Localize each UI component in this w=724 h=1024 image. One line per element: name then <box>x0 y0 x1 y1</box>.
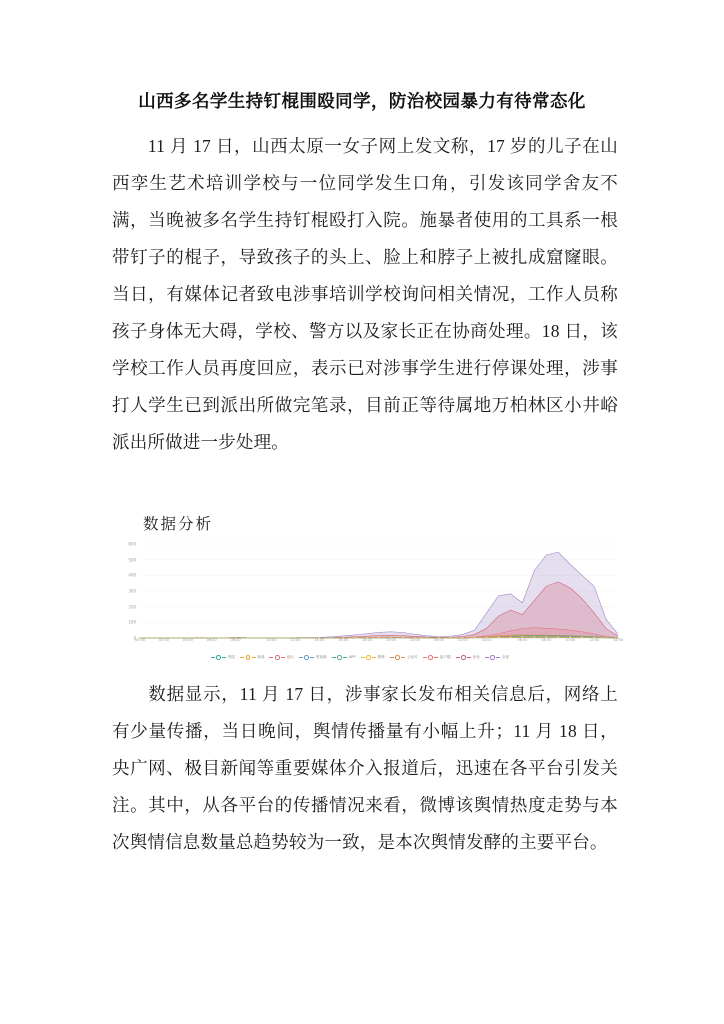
chart-x-tick: 20:00 <box>385 638 396 642</box>
legend-dash-icon <box>310 657 314 658</box>
legend-item[interactable] <box>299 654 327 661</box>
chart-legend <box>96 654 624 661</box>
legend-label: APP <box>348 655 356 659</box>
legend-dash-icon <box>281 657 285 658</box>
legend-marker-icon <box>461 655 466 660</box>
legend-dash-icon <box>372 657 376 658</box>
legend-dash-icon <box>423 657 427 658</box>
chart-x-tick: 04:00 <box>182 638 193 642</box>
legend-marker-icon <box>395 655 400 660</box>
chart-x-tick: 18:00 <box>362 638 373 642</box>
legend-dash-icon <box>252 657 256 658</box>
legend-label: 短视频 <box>315 655 327 659</box>
chart-x-tick: 12:00 <box>290 638 301 642</box>
paragraph-1-text: 11 月 17 日，山西太原一女子网上发文称，17 岁的儿子在山西孪生艺术培训学校与一位同学发生口角，引发该同学舍友不满，当晚被多名学生持钉棍殴打入院。施暴者使用的工具系一根带钉子的棍子，导致孩子的头上、脸上和脖子上被扎成窟窿眼。当日，有媒体记者致电涉事培训学校询问相关情况，工作人员称孩子身体无大碍，学校、警方以及家长正在协商处理。18 日，该学校工作人员再度回应，表示已对涉事学生进行停课处理，涉事打人学生已到派出所做完笔录，目前正等待属地万柏林区小井峪派出所做进一步处理。 <box>112 136 618 452</box>
chart-x-tick: 08:00 <box>230 638 241 642</box>
paragraph-2-text: 数据显示，11 月 17 日，涉事家长发布相关信息后，网络上有少量传播，当日晚间，舆情传播量有小幅上升；11 月 18 日，央广网、极目新闻等重要媒体介入报道后，迅速在各平台引发关注。其中，从各平台的传播情况来看，微博该舆情热度走势与本次舆情信息数量总趋势较为一致，是本次舆情发酵的主要平台。 <box>112 684 618 852</box>
chart-x-tick: 16:00 <box>338 638 349 642</box>
body-paragraph-2 <box>112 676 618 861</box>
chart-y-tick: 100 <box>128 619 136 625</box>
legend-dash-icon <box>240 657 244 658</box>
legend-item[interactable] <box>423 654 451 661</box>
legend-dash-icon <box>343 657 347 658</box>
legend-dash-icon <box>496 657 500 658</box>
chart-x-tick: 14:00 <box>314 638 325 642</box>
sentiment-trend-chart <box>96 538 624 674</box>
section-heading-data-analysis: 数据分析 <box>143 516 214 533</box>
legend-item[interactable] <box>361 654 385 661</box>
legend-item[interactable] <box>390 654 418 661</box>
chart-x-tick: 10:00 <box>266 638 277 642</box>
body-paragraph-1 <box>112 128 618 461</box>
chart-x-tick: 00:00 <box>433 638 444 642</box>
chart-x-tick: 00:00 <box>134 638 146 642</box>
legend-marker-icon <box>366 655 371 660</box>
legend-label: 新闻 <box>257 655 265 659</box>
legend-marker-icon <box>428 655 433 660</box>
chart-y-tick: 300 <box>128 588 136 594</box>
legend-dash-icon <box>456 657 460 658</box>
legend-item[interactable] <box>269 654 293 661</box>
legend-item[interactable] <box>211 654 235 661</box>
legend-marker-icon <box>275 655 280 660</box>
legend-dash-icon <box>332 657 336 658</box>
chart-x-axis <box>96 635 624 648</box>
legend-dash-icon <box>401 657 405 658</box>
legend-label: 网页 <box>227 655 236 659</box>
page-title: 山西多名学生持钉棍围殴同学，防治校园暴力有待常态化 <box>138 92 586 112</box>
chart-y-tick: 600 <box>128 541 136 547</box>
chart-y-tick: 500 <box>128 557 136 563</box>
legend-label: 客户端 <box>439 655 451 659</box>
legend-dash-icon <box>390 657 394 658</box>
legend-dash-icon <box>361 657 365 658</box>
chart-x-tick: 08:00 <box>541 638 552 642</box>
chart-y-tick: 0 <box>133 635 136 641</box>
legend-dash-icon <box>467 657 471 658</box>
legend-item[interactable] <box>240 654 264 661</box>
legend-label: 公众号 <box>406 655 418 659</box>
legend-dash-icon <box>211 657 215 658</box>
chart-plot-area <box>96 538 624 650</box>
chart-x-tick: 22:00 <box>409 638 420 642</box>
chart-x-tick: 14:00 <box>612 638 624 642</box>
chart-x-tick: 06:00 <box>206 638 217 642</box>
legend-label: 全部 <box>501 655 510 659</box>
chart-x-tick: 04:00 <box>481 638 492 642</box>
legend-label: 评论 <box>472 655 480 659</box>
chart-x-tick: 06:00 <box>517 638 528 642</box>
legend-dash-icon <box>222 657 226 658</box>
chart-x-tick: 02:00 <box>158 638 169 642</box>
legend-label: 微博 <box>377 655 385 659</box>
legend-label: 论坛 <box>286 655 294 659</box>
legend-dash-icon <box>299 657 303 658</box>
chart-y-tick: 200 <box>128 604 136 610</box>
legend-marker-icon <box>304 655 309 660</box>
legend-dash-icon <box>485 657 489 658</box>
legend-marker-icon <box>246 655 251 660</box>
chart-y-tick: 400 <box>128 572 136 578</box>
chart-x-tick: 10:00 <box>565 638 576 642</box>
legend-item[interactable] <box>456 654 480 661</box>
legend-dash-icon <box>434 657 438 658</box>
legend-marker-icon <box>337 655 342 660</box>
legend-marker-icon <box>490 655 495 660</box>
legend-marker-icon <box>216 655 221 660</box>
chart-x-tick: 02:00 <box>457 638 468 642</box>
chart-x-tick: 12:00 <box>589 638 600 642</box>
legend-dash-icon <box>269 657 273 658</box>
legend-item[interactable] <box>485 654 509 661</box>
legend-item[interactable] <box>332 654 356 661</box>
